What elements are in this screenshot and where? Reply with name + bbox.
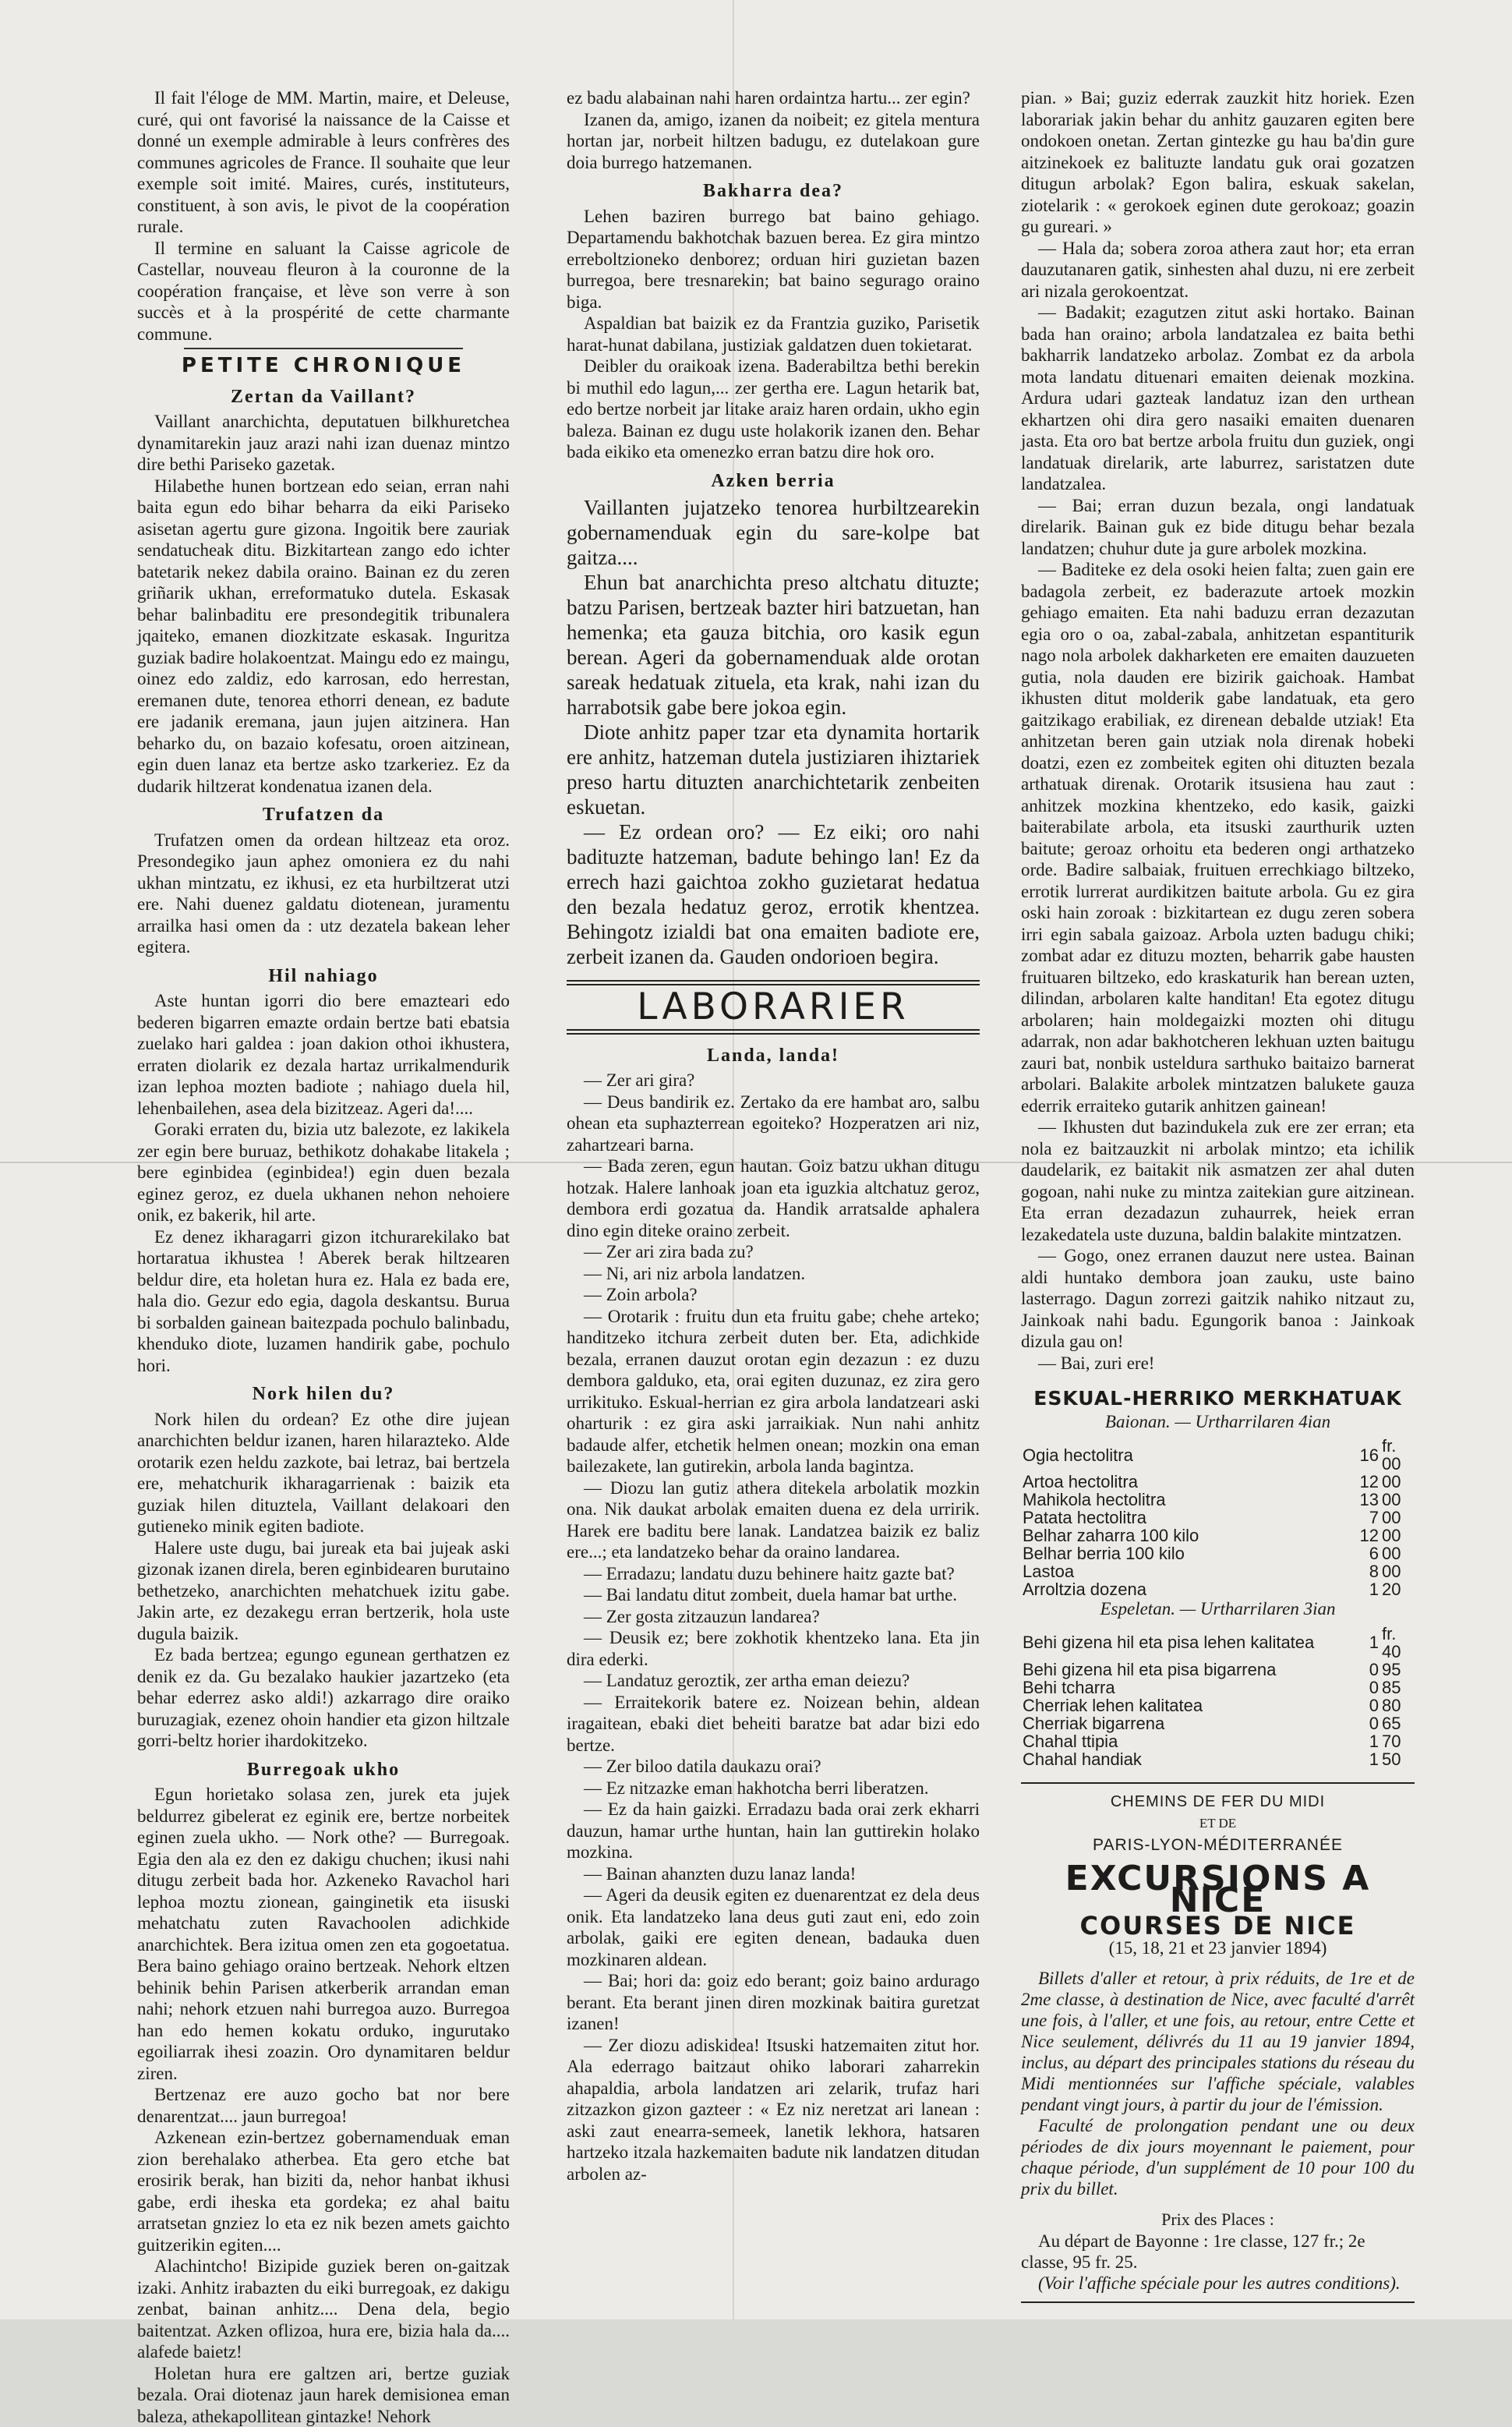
item-cents: 20 [1380,1580,1415,1598]
section-heading: Landa, landa! [567,1045,980,1067]
item-price: 12 [1330,1527,1380,1544]
ad-header: CHEMINS DE FER DU MIDI [1021,1792,1415,1813]
paragraph: — Badakit; ezagutzen zitut aski hortako. Bainan bada han oraino; arbola landatzalea ez baita bethi bakharrik landatzeko arbolaz. Zombat ez da arbola mota landatu dituenari emaiten deienak mozkina. Ardura udari gazteak landatuz izan den urthean ekhartzen ohi dira gero nasaiki emaiten duenaren jasta. Eta oro bat bertze arbola fruitu dun guziek, ongi landatuak direlarik, arte laburrez, saristatzen dute landatzalea. [1021,302,1415,495]
paragraph: Lehen baziren burrego bat baino gehiago. Departamendu bakhotchak bazuen berea. Ez gira mintzo erreboltzioneko denborez; orduan hiri guzietan bazen burregoa, bere tresnarekin; bat baino segurago oraino biga. [567,206,980,313]
paragraph: — Zer gosta zitzauzun landarea? [567,1606,980,1628]
item-price: 0 [1330,1714,1380,1732]
paragraph: Diote anhitz paper tzar eta dynamita hortarik ere anhitz, hatzeman dutela justiziaren ihiztariek preso hartu dituzten anarchichtetarik zenbeiten eskuetan. [567,720,980,819]
divider [184,348,463,349]
price-row [1021,1661,1415,1679]
item-name: Mahikola hectolitra [1021,1491,1330,1509]
item-name: Behi gizena hil eta pisa lehen kalitatea [1021,1625,1330,1661]
paragraph: Vaillanten jujatzeko tenorea hurbiltzearekin gobernamenduak egin du sare-kolpe bat gaitza.... [567,495,980,570]
item-cents: 85 [1380,1679,1415,1696]
price-row [1021,1580,1415,1598]
item-cents: 70 [1380,1732,1415,1750]
market-subtitle: Baionan. — Urtharrilaren 4ian [1021,1411,1415,1433]
ad-subtitle: COURSES DE NICE [1021,1916,1415,1937]
price-row [1021,1714,1415,1732]
price-row [1021,1750,1415,1768]
price-row [1021,1732,1415,1750]
ad-dates: (15, 18, 21 et 23 janvier 1894) [1021,1937,1415,1959]
chronicle-heading: PETITE CHRONIQUE [137,356,510,377]
section-heading: Burregoak ukho [137,1760,510,1781]
ad-paragraph: Faculté de prolongation pendant une ou deux périodes de dix jours moyennant le paiement, pour chaque période, d'un supplément de 10 pour 100 du prix du billet. [1021,2115,1415,2199]
price-table [1021,1625,1415,1768]
paragraph: — Baditeke ez dela osoki heien falta; zuen gain ere badagola zerbeit, ez baderazute artoek mozkin gehiago emaiten. Eta nahi baduzu erran dezazutan egia oro o oa, zabal-zabala, anhitzetan espantiturik nago nola arbolek dakharketen ere emaiten dauzueten gutia, nola dauden ere bizirik gaichoak. Hambat ikhusten ditut molderik gabe landatuak, eta gero gaitzikago erabiliak, ez direnean debalde utziak! Eta anhitzetan beren gain utziak nola direnak hobeki doatzi, ezen ez zombeitek egiten ohi dituzten bezala arthatuak direnak. Orotarik itsusiena hau zaut : anhitzek mozkina khentzeko, edo kasik, gaizki baiterabilate arbola, eta itsuski zaurthurik uzten baitute; geroaz orhoitu eta bederen ongi arthatzeko orde. Badire salbaiak, fruituen errechkiago biltzeko, errotik lurrerat aurdikitzen baitute arbola. Gu ez gira oski hain zoroak : bizkitartean ez dugu zeren sobera irri egin sabala gaizoaz. Arbola uzten badugu chiki; zombat adar ez dituzu mozten, beharrik gabe hausten fruituaren biltzeko, edo kraskaturik han berean uzten, dilindan, arbolaren kalte handitan! Eta egotez ditugu arbolaren; hain moldegaizki mozten ohi ditugu adarrak, non adar bakhotcheren lekhuan uzten baitugu zauri bat, nonbik usteldura sarthuko baitaizo barnerat arbolari. Balakite arbolek mintzatzen balukete gauza ederrik erraiteko gutarik anhitzen gainean! [1021,559,1415,1116]
ad-paragraph: Billets d'aller et retour, à prix réduits, de 1re et de 2me classe, à destination de Nice, avec faculté d'arrêt une fois, à l'aller, et une fois, au retour, entre Cette et Nice seulement, délivrés du 11 au 19 janvier 1894, inclus, au départ des principales stations du réseau du Midi mentionnées sur l'affiche spéciale, valables pendant vingt jours, à partir du jour de l'émission. [1021,1968,1415,2115]
item-name: Lastoa [1021,1562,1330,1580]
paragraph: Il fait l'éloge de MM. Martin, maire, et Deleuse, curé, qui ont favorisé la naissance de la Caisse et donné un exemple admirable à leurs confrères des communes agricoles de France. Il souhaite que leur exemple soit imité. Maires, curés, instituteurs, constituent, à son avis, le pivot de la coopération rurale. [137,87,510,238]
paragraph: Goraki erraten du, bizia utz balezote, ez lakikela zer egin bere buruaz, bethikotz dohakabe litakela ; bere eginbidea (eginbidea!) egin duen bezala eginez geroz, ez duela ukhanen nehon nehoiere onik, ez bakerik, hil arte. [137,1119,510,1226]
item-cents: 00 [1380,1562,1415,1580]
item-price: 7 [1330,1509,1380,1527]
ad-header: PARIS-LYON-MÉDITERRANÉE [1021,1834,1415,1856]
paragraph: — Bada zeren, egun hautan. Goiz batzu ukhan ditugu hotzak. Halere lanhoak joan eta iguzkia altchatuz geroz, dembora erdi gozatua da. Handik arratsalde aphalera dino egin diteke oraino zerbeit. [567,1155,980,1241]
item-cents: 00 [1380,1509,1415,1527]
paragraph: Aspaldian bat baizik ez da Frantzia guziko, Parisetik harat-hunat dabilana, justiziak galdatzen duen tokietarat. [567,313,980,356]
item-cents: 00 [1380,1491,1415,1509]
paragraph: — Hala da; sobera zoroa athera zaut hor; eta erran dauzutanaren gatik, sinhesten ahal duzu, ni ere zerbeit ari nizala gerokoentzat. [1021,238,1415,302]
paragraph: Ez bada bertzea; egungo egunean gerthatzen ez denik ez da. Gu bezalako haukier jazartzeko (eta behar ederrez asko aldi!) azkarrago dire oraiko buruzagiak, ezenez ohoin handier eta gizon hiltzale gorri-beltz horier ihardokitzeko. [137,1644,510,1752]
divider [567,980,980,985]
item-price: 1 [1330,1625,1380,1661]
paragraph: Hilabethe hunen bortzean edo seian, erran nahi baita egun edo bihar beharra da eiki Pariseko asisetan agertu gure gizona. Ingoitik bere zauriak sendatucheak ditu. Bizkitartean zango edo ichter batetarik nekez dabila oraino. Bainan ez du zeren griñarik ukhan, erreformatuko dutela. Eskasak behar balinbaditu ere presondegitik tribunalera jqaiteko, emanen diozkitzate eskasak. Inguritza guziak badire holakoentzat. Maingu edo ez maingu, oinez edo zaldiz, edo karrosan, edo herrestan, eremanen dute, tenorea ethorri denean, ez badute ere jadanik eremana, jaun jujen aitzinera. Han beharko du, on bazaio kofesatu, oroen aitzinean, egin duen lanaz eta bertze asko tzarkeriez. Ez da dudarik hiltzerat kondenatua izanen dela. [137,476,510,798]
item-price: 16 [1330,1437,1380,1473]
railway-advertisement [1021,1782,1415,2303]
paragraph: — Bai landatu ditut zombeit, duela hamar bat urthe. [567,1584,980,1606]
ad-header: ET DE [1021,1813,1415,1834]
paragraph: Bertzenaz ere auzo gocho bat nor bere denarentzat.... jaun burregoa! [137,2084,510,2127]
item-price: 1 [1330,1732,1380,1750]
paragraph: Aste huntan igorri dio bere emazteari edo bederen bigarren emazte ordain bertze bati ebatsia zuelako hari galdea : joan dakion othoi ikhustera, erraten diolarik ez dezala hartaz urrikalmendurik izan lephoa mozten badiote ; nahiago duela hil, lehenbailehen, asea dela bizitzeaz. Ageri da!.... [137,990,510,1119]
item-price: 6 [1330,1544,1380,1562]
paragraph: Vaillant anarchichta, deputatuen bilkhuretchea dynamitarekin jauz arazi nahi izan duenaz mintzo dire bethi Pariseko gazetak. [137,411,510,476]
item-cents: 50 [1380,1750,1415,1768]
paragraph: — Ikhusten dut bazindukela zuk ere zer erran; eta nola ez baitzauzkit ni arbolak mintzo; eta ichilik daudelarik, ez baitakit nik asmatzen zer ahal duten gogoan, nahi nuke zu mintza zaitekian gure aitzinean. Eta erran dezadazun zuhaurrek, heiek erran lezakedatela uste duzuna, baldin balakite mintzatzen. [1021,1116,1415,1245]
item-price: 0 [1330,1696,1380,1714]
paragraph: — Gogo, onez erranen dauzut nere ustea. Bainan aldi huntako dembora joan zauku, uste baino lasterrago. Dagun zorrezi gaitzik nahiko nitzaut zu, Jainkoak nahi badu. Egungorik banoa : Jainkoak dizula gau on! [1021,1245,1415,1353]
column-right [1021,87,1415,2303]
price-row [1021,1437,1415,1473]
price-row [1021,1509,1415,1527]
item-cents: 65 [1380,1714,1415,1732]
paragraph: — Zer ari gira? [567,1070,980,1091]
paragraph: — Ez nitzazke eman hakhotcha berri liberatzen. [567,1778,980,1799]
item-price: 0 [1330,1679,1380,1696]
paragraph: Izanen da, amigo, izanen da noibeit; ez gitela mentura hortan jar, norbeit hiltzen badugu, ez dutelakoan gure doia burrego hatzemanen. [567,109,980,174]
ad-paragraph: Au départ de Bayonne : 1re classe, 127 fr.; 2e classe, 95 fr. 25. [1021,2231,1415,2273]
paragraph: Halere uste dugu, bai jureak eta bai jujeak aski gizonak izanen direla, beren eginbidearen burutaino bethetzeko, anarchichten mehatchuek izitu gabe. Jakin arte, ez dezakegu erran bertzerik, hola uste dugula baizik. [137,1537,510,1645]
item-name: Arroltzia dozena [1021,1580,1330,1598]
paragraph: Alachintcho! Bizipide guziek beren on-gaitzak izaki. Anhitz irabazten du eiki burregoak, ez dakigu zenbat, bainan anhitz.... Dena dela, begio baitentzat. Azken oflizoa, hura ere, bizia hala da.... alafede baietz! [137,2255,510,2363]
paragraph: — Erradazu; landatu duzu behinere haitz gazte bat? [567,1563,980,1585]
price-row [1021,1625,1415,1661]
paragraph: Ehun bat anarchichta preso altchatu dituzte; batzu Parisen, bertzeak bazter hiri batzuetan, han hemenka; eta gauza bitchia, oro kasik egun berean. Ageri da gobernamenduak alde orotan sareak hedatuak zituela, eta krak, nahi izan du harrabotsik gabe bere jokoa egin. [567,570,980,720]
item-cents: 00 [1380,1473,1415,1491]
ad-title: EXCURSIONS A NICE [1021,1868,1415,1911]
item-cents: 00 [1380,1527,1415,1544]
item-name: Cherriak bigarrena [1021,1714,1330,1732]
section-heading: Azken berria [567,471,980,493]
price-row [1021,1696,1415,1714]
paragraph: — Bai; erran duzun bezala, ongi landatuak direlarik. Bainan guk ez bide ditugu behar bezala landatzen; chuhur dute ja gure arbolek mozkina. [1021,495,1415,560]
paragraph: Egun horietako solasa zen, jurek eta jujek beldurrez gibelerat ez eginik ere, bertze norbeitek eginen zuela ukho. — Nork othe? — Burregoak. Egia den ala ez den ez dakigu chuchen; ikusi nahi ditugu zerbeit bada hor. Azkeneko Ravachol hari lephoa moztu zionean, gainginetik eta iisuski mehatchatu zuten Ravachoolen adichkide anarchichtek. Bera izitua omen zen eta gogoetatua. Bera baino gehiago oraino bertzeak. Nehork eltzen behinik behin Parisen atkerberik arrandan eman nahi; nehork etzuen nahi burregoa auzo. Burregoa han edo hemen kokatu orduko, ingurutako egoiliarrak ihesi zoazin. Oro dynamitaren beldur ziren. [137,1784,510,2084]
paragraph: Trufatzen omen da ordean hiltzeaz eta oroz. Presondegiko jaun aphez omoniera ez du nahi ukhan mintzatu, ez ikhusi, ez eta hurbiltzerat utzi ere. Nahi duenez galdatu diotenean, juramentu arrailka hasi omen da : utz dezatela bakean leher egitera. [137,830,510,958]
item-name: Belhar zaharra 100 kilo [1021,1527,1330,1544]
paragraph: Ez denez ikharagarri gizon itchurarekilako bat hortaratua ikhustea ! Aberek berak hiltzearen beldur dire, eta holetan hura ez. Hala ez bada ere, hala dio. Gezur edo egia, dagola deskantsu. Burua bi sorbalden gainean baitezpada pochulo balinbadu, khenduko diote, luzamen handirik gabe, pochulo hori. [137,1226,510,1377]
item-name: Behi tcharra [1021,1679,1330,1696]
section-heading: Nork hilen du? [137,1384,510,1406]
paragraph: pian. » Bai; guziz ederrak zauzkit hitz horiek. Ezen laborariak jakin behar du anhitz gauzaren egiten bere ondokoen onetan. Zertan gintezke gu hau ba'din gure aitzinekoek ez balituzte landatu guk orai gozatzen ditugun arbolak? Egon balira, eskuak sakelan, ziotelarik : « gerokoek eginen dute gerokoaz; goazin gu gureari. » [1021,87,1415,238]
item-cents: 95 [1380,1661,1415,1679]
price-row [1021,1679,1415,1696]
paragraph: — Zer biloo datila daukazu orai? [567,1756,980,1778]
paragraph: — Ez da hain gaizki. Erradazu bada orai zerk ekharri dauzun, hamar urthe huntan, hain lan guttirekin holako mozkina. [567,1799,980,1863]
item-price: 12 [1330,1473,1380,1491]
paragraph: — Bainan ahanzten duzu lanaz landa! [567,1863,980,1885]
item-name: Chahal handiak [1021,1750,1330,1768]
column-left [137,87,510,2427]
paragraph: — Zer diozu adiskidea! Itsuski hatzemaiten zitut hor. Ala ederrago baitzaut ohiko laborari zaharrekin ahapaldia, arbola landatzen ari zelarik, trufaz hari zitzazkon gizon gazteer : « Ez niz neretzat ari lanean : aski zaut enearra-semeek, lanetik lekhora, hatsaren hartzeko itzala hazkemaiten badute nik landatzen ditudan arbolen az- [567,2035,980,2185]
price-table [1021,1437,1415,1598]
paragraph: — Ni, ari niz arbola landatzen. [567,1263,980,1285]
item-cents: fr. 40 [1380,1625,1415,1661]
column-middle [567,87,980,2185]
paragraph: Holetan hura ere galtzen ari, bertze guziak bezala. Orai diotenaz jaun harek demisionea eman baleza, athekapollitean gintazke! Nehork [137,2363,510,2427]
paragraph: — Bai; hori da: goiz edo berant; goiz baino ardurago berant. Eta berant jinen diren mozkinak baitira guretzat izanen! [567,1970,980,2035]
item-name: Behi gizena hil eta pisa bigarrena [1021,1661,1330,1679]
paragraph: Il termine en saluant la Caisse agricole de Castellar, nouveau fleuron à la couronne de la coopération française, et lève son verre à son succès et à la prospérité de cette charmante commune. [137,238,510,345]
section-banner: LABORARIER [567,996,980,1018]
paragraph: Azkenean ezin-bertzez gobernamenduak eman zion berehalako atherbea. Eta gero etche bat erosirik berak, han biziti da, nehor hanbat ikhusi gabe, erdi iheska eta gordeka; ez ahal baitu arratsetan gnziez lo eta ez nik bezen amets gaichto guitzerikin egiten.... [137,2127,510,2255]
price-row [1021,1491,1415,1509]
section-heading: Hil nahiago [137,966,510,988]
item-name: Chahal ttipia [1021,1732,1330,1750]
paragraph: — Erraitekorik batere ez. Noizean behin, aldean iragaitean, ebaki diet beheiti baratze bat adar bizi edo bertze. [567,1692,980,1757]
price-row [1021,1544,1415,1562]
paragraph: — Ageri da deusik egiten ez duenarentzat ez dela deus onik. Eta landatzeko lana deus guti zaut eni, edo zoin arbolak, gaiki ere egiten denean, badauka duen mozkinaren aldean. [567,1884,980,1970]
paragraph: — Orotarik : fruitu dun eta fruitu gabe; chehe arteko; handitzeko itchura zerbeit duten ber. Eta, adichkide bezala, erranen dauzut orotan egin dezazun : ez duzu dembora galduko, eta, orai egiten duzunaz, ez zira gero urrikituko. Eskual-herrian ez gira arbola landatzeari aski oharturik : ez gira aski jarraikiak. Nun nahi anhitz badaude alfer, etchetik helmen onean; mozkin ona eman bailezakete, lan gutirekin, arbola landa bagintza. [567,1306,980,1477]
item-price: 1 [1330,1580,1380,1598]
paragraph: — Bai, zuri ere! [1021,1353,1415,1374]
price-row [1021,1527,1415,1544]
paragraph: Deibler du oraikoak izena. Baderabiltza bethi berekin bi muthil edo lagun,... zer gertha ere. Lagun hetarik bat, edo bertze norbeit jar litake araiz haren ordain, ukho egin baleza. Bainan ez dugu uste holakorik izanen den. Behar bada eikiko eta omenezko erran batzu dire hok oro. [567,356,980,463]
item-price: 13 [1330,1491,1380,1509]
item-cents: fr. 00 [1380,1437,1415,1473]
price-row [1021,1473,1415,1491]
item-name: Patata hectolitra [1021,1509,1330,1527]
item-name: Cherriak lehen kalitatea [1021,1696,1330,1714]
paragraph: — Ez ordean oro? — Ez eiki; oro nahi badituzte hatzeman, badute behingo lan! Ez da errech hazi gaichtoa zokho guzietarat hedatua den bezala hedatuz geroz, errotik khentzea. Behingotz izialdi bat ona emaiten badiote ere, zerbeit izanen da. Gauden ondorioen begira. [567,819,980,969]
section-heading: Bakharra dea? [567,181,980,203]
item-cents: 00 [1380,1544,1415,1562]
ad-prices-heading: Prix des Places : [1021,2209,1415,2231]
paragraph: — Deus bandirik ez. Zertako da ere hambat aro, salbu ohean eta suphazterrean egoiteko? Hozperatzen ari niz, zahartzeari barna. [567,1091,980,1156]
market-subtitle: Espeletan. — Urtharrilaren 3ian [1021,1598,1415,1620]
paragraph: — Zer ari zira bada zu? [567,1241,980,1263]
paragraph: — Landatuz geroztik, zer artha eman deiezu? [567,1670,980,1692]
paragraph: Nork hilen du ordean? Ez othe dire jujean anarchichten beldur izanen, haren hilarazteko. Alde orotarik ezen heldu zazkote, bai letraz, bai bertzela ere, mehatchurik ikharagarrienak : baizik eta guziak hilen dituztela, Vaillant delakoari den gutieneko minik egiten badiote. [137,1409,510,1537]
paragraph: — Diozu lan gutiz athera ditekela arbolatik mozkin ona. Nik daukat arbolak emaiten duena ez dela urririk. Harek ere baditu bere lanak. Landatzea baizik ez baliz ere...; eta landatzeko behar da oraino landarea. [567,1477,980,1563]
price-row [1021,1562,1415,1580]
item-price: 0 [1330,1661,1380,1679]
divider [567,1029,980,1035]
section-heading: Trufatzen da [137,805,510,826]
item-name: Ogia hectolitra [1021,1437,1330,1473]
item-price: 1 [1330,1750,1380,1768]
paragraph: — Zoin arbola? [567,1284,980,1306]
item-cents: 80 [1380,1696,1415,1714]
ad-paragraph: (Voir l'affiche spéciale pour les autres conditions). [1021,2273,1415,2294]
item-price: 8 [1330,1562,1380,1580]
market-title: ESKUAL-HERRIKO MERKHATUAK [1021,1388,1415,1410]
item-name: Artoa hectolitra [1021,1473,1330,1491]
section-heading: Zertan da Vaillant? [137,387,510,409]
item-name: Belhar berria 100 kilo [1021,1544,1330,1562]
paragraph: ez badu alabainan nahi haren ordaintza hartu... zer egin? [567,87,980,109]
paragraph: — Deusik ez; bere zokhotik khentzeko lana. Eta jin dira ederki. [567,1627,980,1670]
